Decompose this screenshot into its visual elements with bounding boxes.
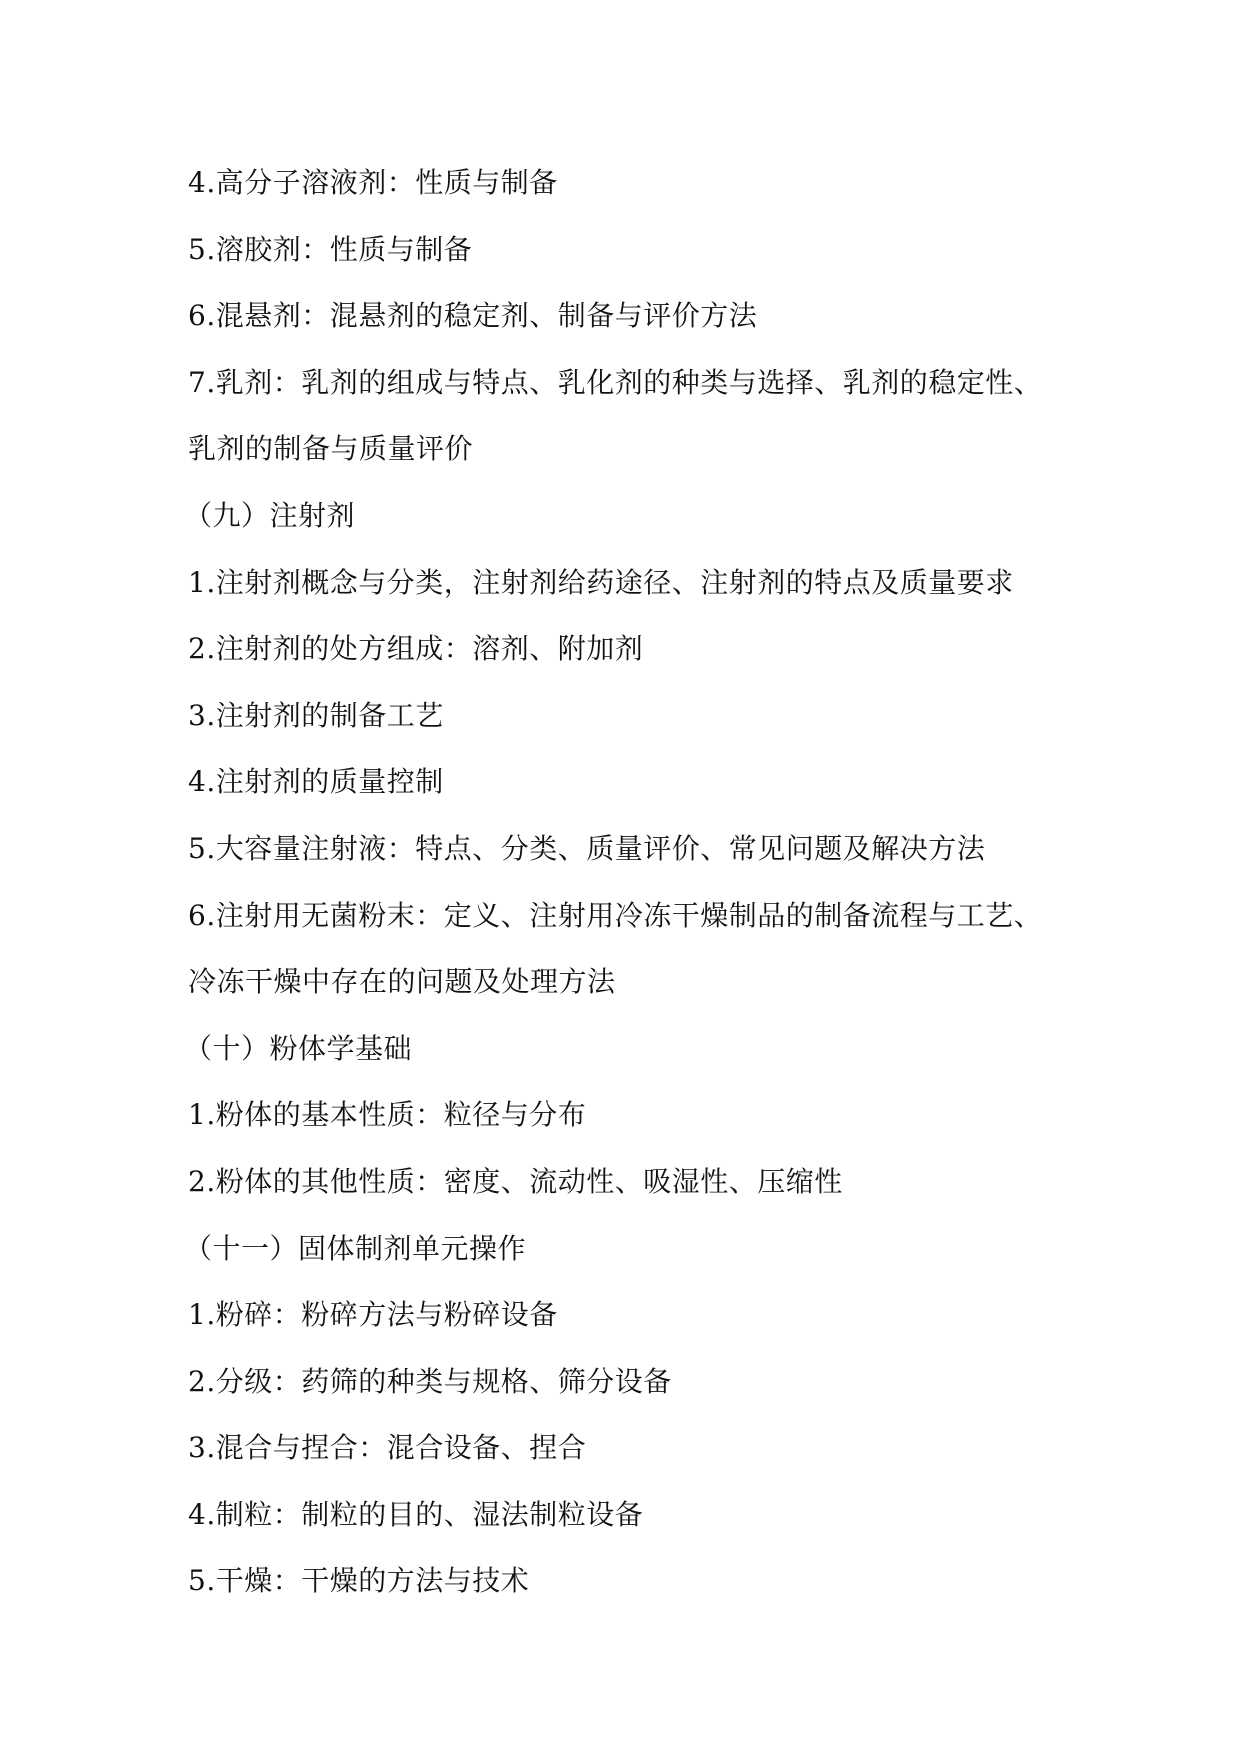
document-body [184, 158, 1088, 1623]
section-heading: （十一）固体制剂单元操作 [184, 1231, 527, 1265]
list-item: 2.粉体的其他性质：密度、流动性、吸湿性、压缩性 [188, 1164, 843, 1198]
list-item: 6.注射用无菌粉末：定义、注射用冷冻干燥制品的制备流程与工艺、 [188, 898, 1043, 932]
list-item: 1.粉碎：粉碎方法与粉碎设备 [188, 1298, 558, 1332]
list-item: 2.分级：药筛的种类与规格、筛分设备 [188, 1364, 672, 1398]
list-item: 4.高分子溶液剂：性质与制备 [188, 166, 558, 199]
list-item-continuation: 乳剂的制备与质量评价 [188, 432, 474, 466]
list-item: 6.混悬剂：混悬剂的稳定剂、制备与评价方法 [188, 299, 758, 333]
list-item: 5.溶胶剂：性质与制备 [188, 232, 473, 266]
list-item: 3.混合与捏合：混合设备、捏合 [188, 1431, 587, 1465]
list-item: 2.注射剂的处方组成：溶剂、附加剂 [188, 632, 644, 666]
list-item: 1.粉体的基本性质：粒径与分布 [188, 1098, 587, 1132]
list-item-continuation: 冷冻干燥中存在的问题及处理方法 [188, 965, 616, 999]
list-item: 3.注射剂的制备工艺 [188, 698, 444, 732]
list-item: 4.制粒：制粒的目的、湿法制粒设备 [188, 1497, 644, 1531]
list-item: 5.大容量注射液：特点、分类、质量评价、常见问题及解决方法 [188, 831, 986, 865]
list-item: 5.干燥：干燥的方法与技术 [188, 1564, 530, 1598]
list-item: 7.乳剂：乳剂的组成与特点、乳化剂的种类与选择、乳剂的稳定性、 [188, 365, 1043, 399]
section-heading: （十）粉体学基础 [184, 1031, 413, 1065]
list-item: 1.注射剂概念与分类，注射剂给药途径、注射剂的特点及质量要求 [188, 565, 1014, 599]
section-heading: （九）注射剂 [184, 498, 356, 532]
list-item: 4.注射剂的质量控制 [188, 765, 444, 799]
